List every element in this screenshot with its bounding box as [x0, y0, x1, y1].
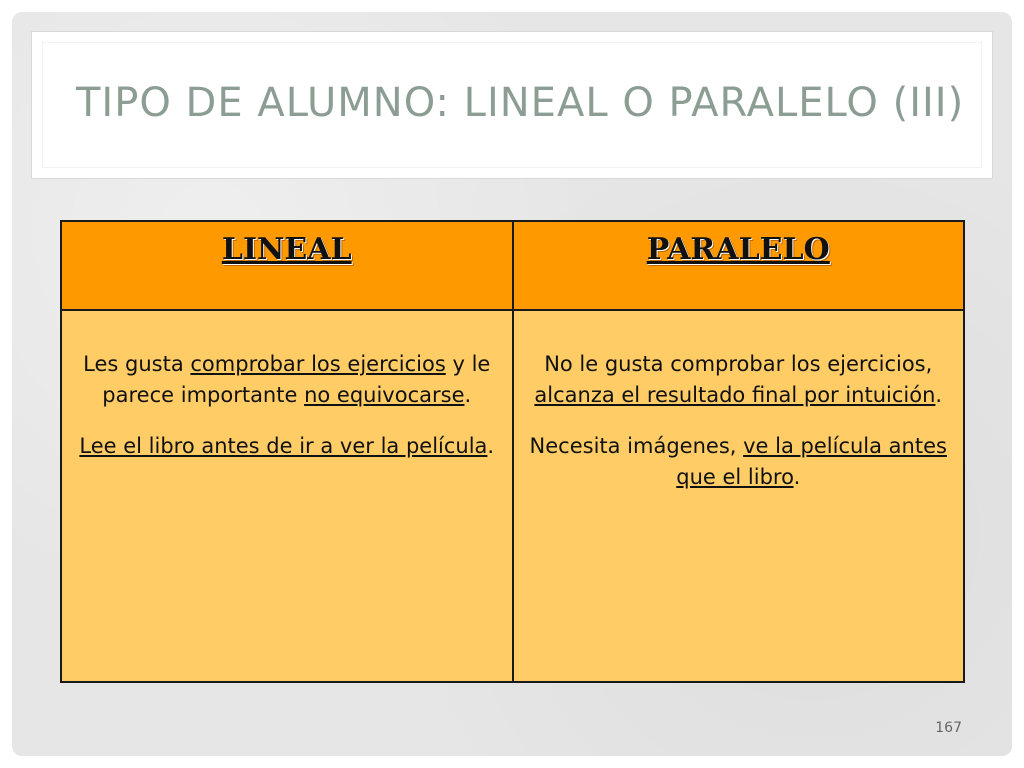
- title-box: [32, 32, 992, 178]
- cell-lineal: [61, 310, 513, 682]
- table-header-row: [61, 221, 964, 310]
- table-row: [61, 310, 964, 682]
- text-span: .: [935, 383, 943, 407]
- page-number: 167: [935, 720, 962, 736]
- comparison-table: [60, 220, 965, 683]
- text-span: y le parece importante: [102, 352, 491, 407]
- slide-title: TIPO DE ALUMNO: LINEAL O PARALELO (III): [76, 80, 965, 126]
- header-paralelo: PARALELO: [513, 221, 965, 310]
- text-span: No le gusta comprobar los ejercicios,: [544, 352, 933, 376]
- underlined-text: ve la película antes que el libro: [676, 434, 947, 489]
- paralelo-paragraph-1: [524, 349, 954, 411]
- slide: [12, 12, 1012, 756]
- underlined-text: alcanza el resultado final por intuición: [534, 383, 936, 407]
- lineal-paragraph-1: [72, 349, 502, 411]
- text-span: Necesita imágenes,: [529, 434, 744, 458]
- underlined-text: comprobar los ejercicios: [190, 352, 446, 376]
- header-lineal: LINEAL: [61, 221, 513, 310]
- cell-paralelo: [513, 310, 965, 682]
- underlined-text: no equivocarse: [304, 383, 465, 407]
- lineal-paragraph-2: [72, 431, 502, 462]
- text-span: .: [793, 465, 801, 489]
- text-span: .: [487, 434, 495, 458]
- underlined-text: Lee el libro antes de ir a ver la película: [79, 434, 488, 458]
- text-span: Les gusta: [83, 352, 191, 376]
- paralelo-paragraph-2: [524, 431, 954, 493]
- text-span: .: [464, 383, 472, 407]
